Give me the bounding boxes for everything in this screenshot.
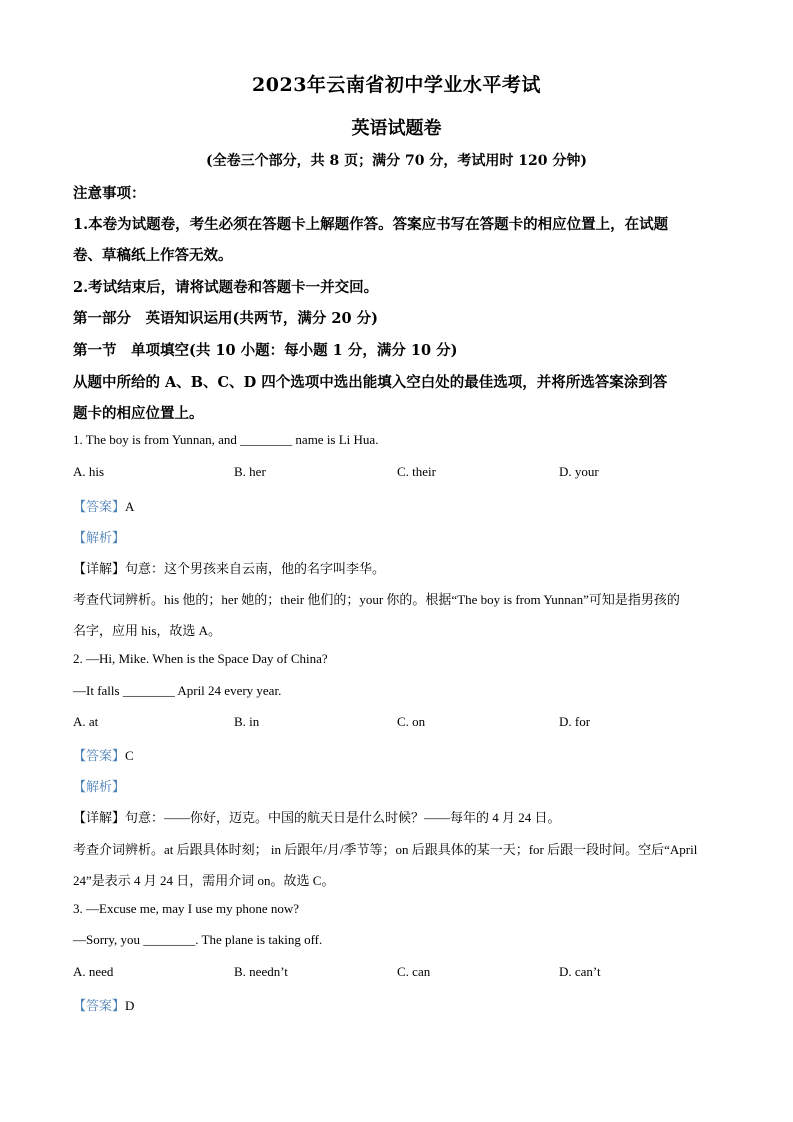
question-2-answer — [73, 745, 723, 764]
question-3-option-b: B. needn’t — [234, 964, 288, 979]
notice-item-2: 2.考试结束后，请将试题卷和答题卡一并交回。 — [73, 279, 379, 296]
detail-label: 【详解】 — [73, 561, 126, 576]
exam-info: (全卷三个部分，共 8 页；满分 70 分，考试用时 120 分钟) — [206, 153, 587, 169]
question-2-detail-line-3: 24”是表示 4 月 24 日，需用介词 on。故选 C。 — [73, 873, 335, 888]
notice-heading: 注意事项： — [73, 185, 146, 202]
question-2-option-d: D. for — [559, 714, 591, 729]
answer-label: 【答案】 — [73, 998, 126, 1013]
analysis-label: 【解析】 — [73, 779, 126, 794]
instructions-line-2: 题卡的相应位置上。 — [73, 405, 204, 422]
question-3-option-a: A. need — [73, 964, 114, 979]
answer-label: 【答案】 — [73, 499, 126, 514]
question-3-option-c: C. can — [397, 964, 431, 979]
question-1-option-b: B. her — [234, 464, 266, 479]
question-2-stem-line-1: 2. —Hi, Mike. When is the Space Day of China? — [73, 651, 328, 666]
answer-value: C — [125, 748, 134, 763]
notice-item-1-line-2: 卷、草稿纸上作答无效。 — [73, 247, 233, 264]
exam-title: 2023年云南省初中学业水平考试 — [252, 74, 541, 96]
analysis-label: 【解析】 — [73, 530, 126, 545]
question-1-analysis — [73, 527, 723, 546]
part-1-heading: 第一部分 英语知识运用(共两节，满分 20 分) — [73, 310, 378, 327]
answer-value: A — [125, 499, 135, 514]
detail-text: 句意：这个男孩来自云南，他的名字叫李华。 — [125, 561, 386, 576]
question-3-answer — [73, 995, 723, 1014]
question-3-stem-line-1: 3. —Excuse me, may I use my phone now? — [73, 901, 300, 916]
answer-value: D — [125, 998, 135, 1013]
detail-text: 句意：——你好，迈克。中国的航天日是什么时候？——每年的 4 月 24 日。 — [125, 810, 561, 825]
question-1-option-c: C. their — [397, 464, 436, 479]
question-2-option-c: C. on — [397, 714, 426, 729]
question-2-stem-line-2: —It falls ________ April 24 every year. — [73, 683, 282, 698]
question-2-detail-line-2: 考查介词辨析。at 后跟具体时刻； in 后跟年/月/季节等；on 后跟具体的某一天；for 后跟一段时间。空后“April — [73, 842, 698, 857]
question-2-option-a: A. at — [73, 714, 99, 729]
question-2-analysis — [73, 776, 723, 795]
question-3-option-d: D. can’t — [559, 964, 601, 979]
instructions-line-1: 从题中所给的 A、B、C、D 四个选项中选出能填入空白处的最佳选项，并将所选答案涂到答 — [73, 374, 668, 391]
question-1-detail-line-3: 名字，应用 his，故选 A。 — [73, 623, 222, 638]
section-1-heading: 第一节 单项填空(共 10 小题：每小题 1 分，满分 10 分) — [73, 342, 458, 359]
question-3-stem-line-2: —Sorry, you ________. The plane is taking off. — [73, 932, 323, 947]
question-1-option-d: D. your — [559, 464, 599, 479]
question-2-detail-line-1 — [73, 807, 723, 826]
question-1-answer — [73, 496, 723, 515]
answer-label: 【答案】 — [73, 748, 126, 763]
exam-subtitle: 英语试题卷 — [351, 118, 442, 139]
detail-label: 【详解】 — [73, 810, 126, 825]
question-1-detail-line-2: 考查代词辨析。his 他的；her 她的；their 他们的；your 你的。根据“The boy is from Yunnan”可知是指男孩的 — [73, 592, 680, 607]
notice-item-1-line-1: 1.本卷为试题卷，考生必须在答题卡上解题作答。答案应书写在答题卡的相应位置上，在试题 — [73, 216, 669, 233]
question-1-stem: 1. The boy is from Yunnan, and ________ name is Li Hua. — [73, 432, 379, 447]
question-1-option-a: A. his — [73, 464, 105, 479]
question-1-detail-line-1 — [73, 558, 723, 577]
question-2-option-b: B. in — [234, 714, 260, 729]
